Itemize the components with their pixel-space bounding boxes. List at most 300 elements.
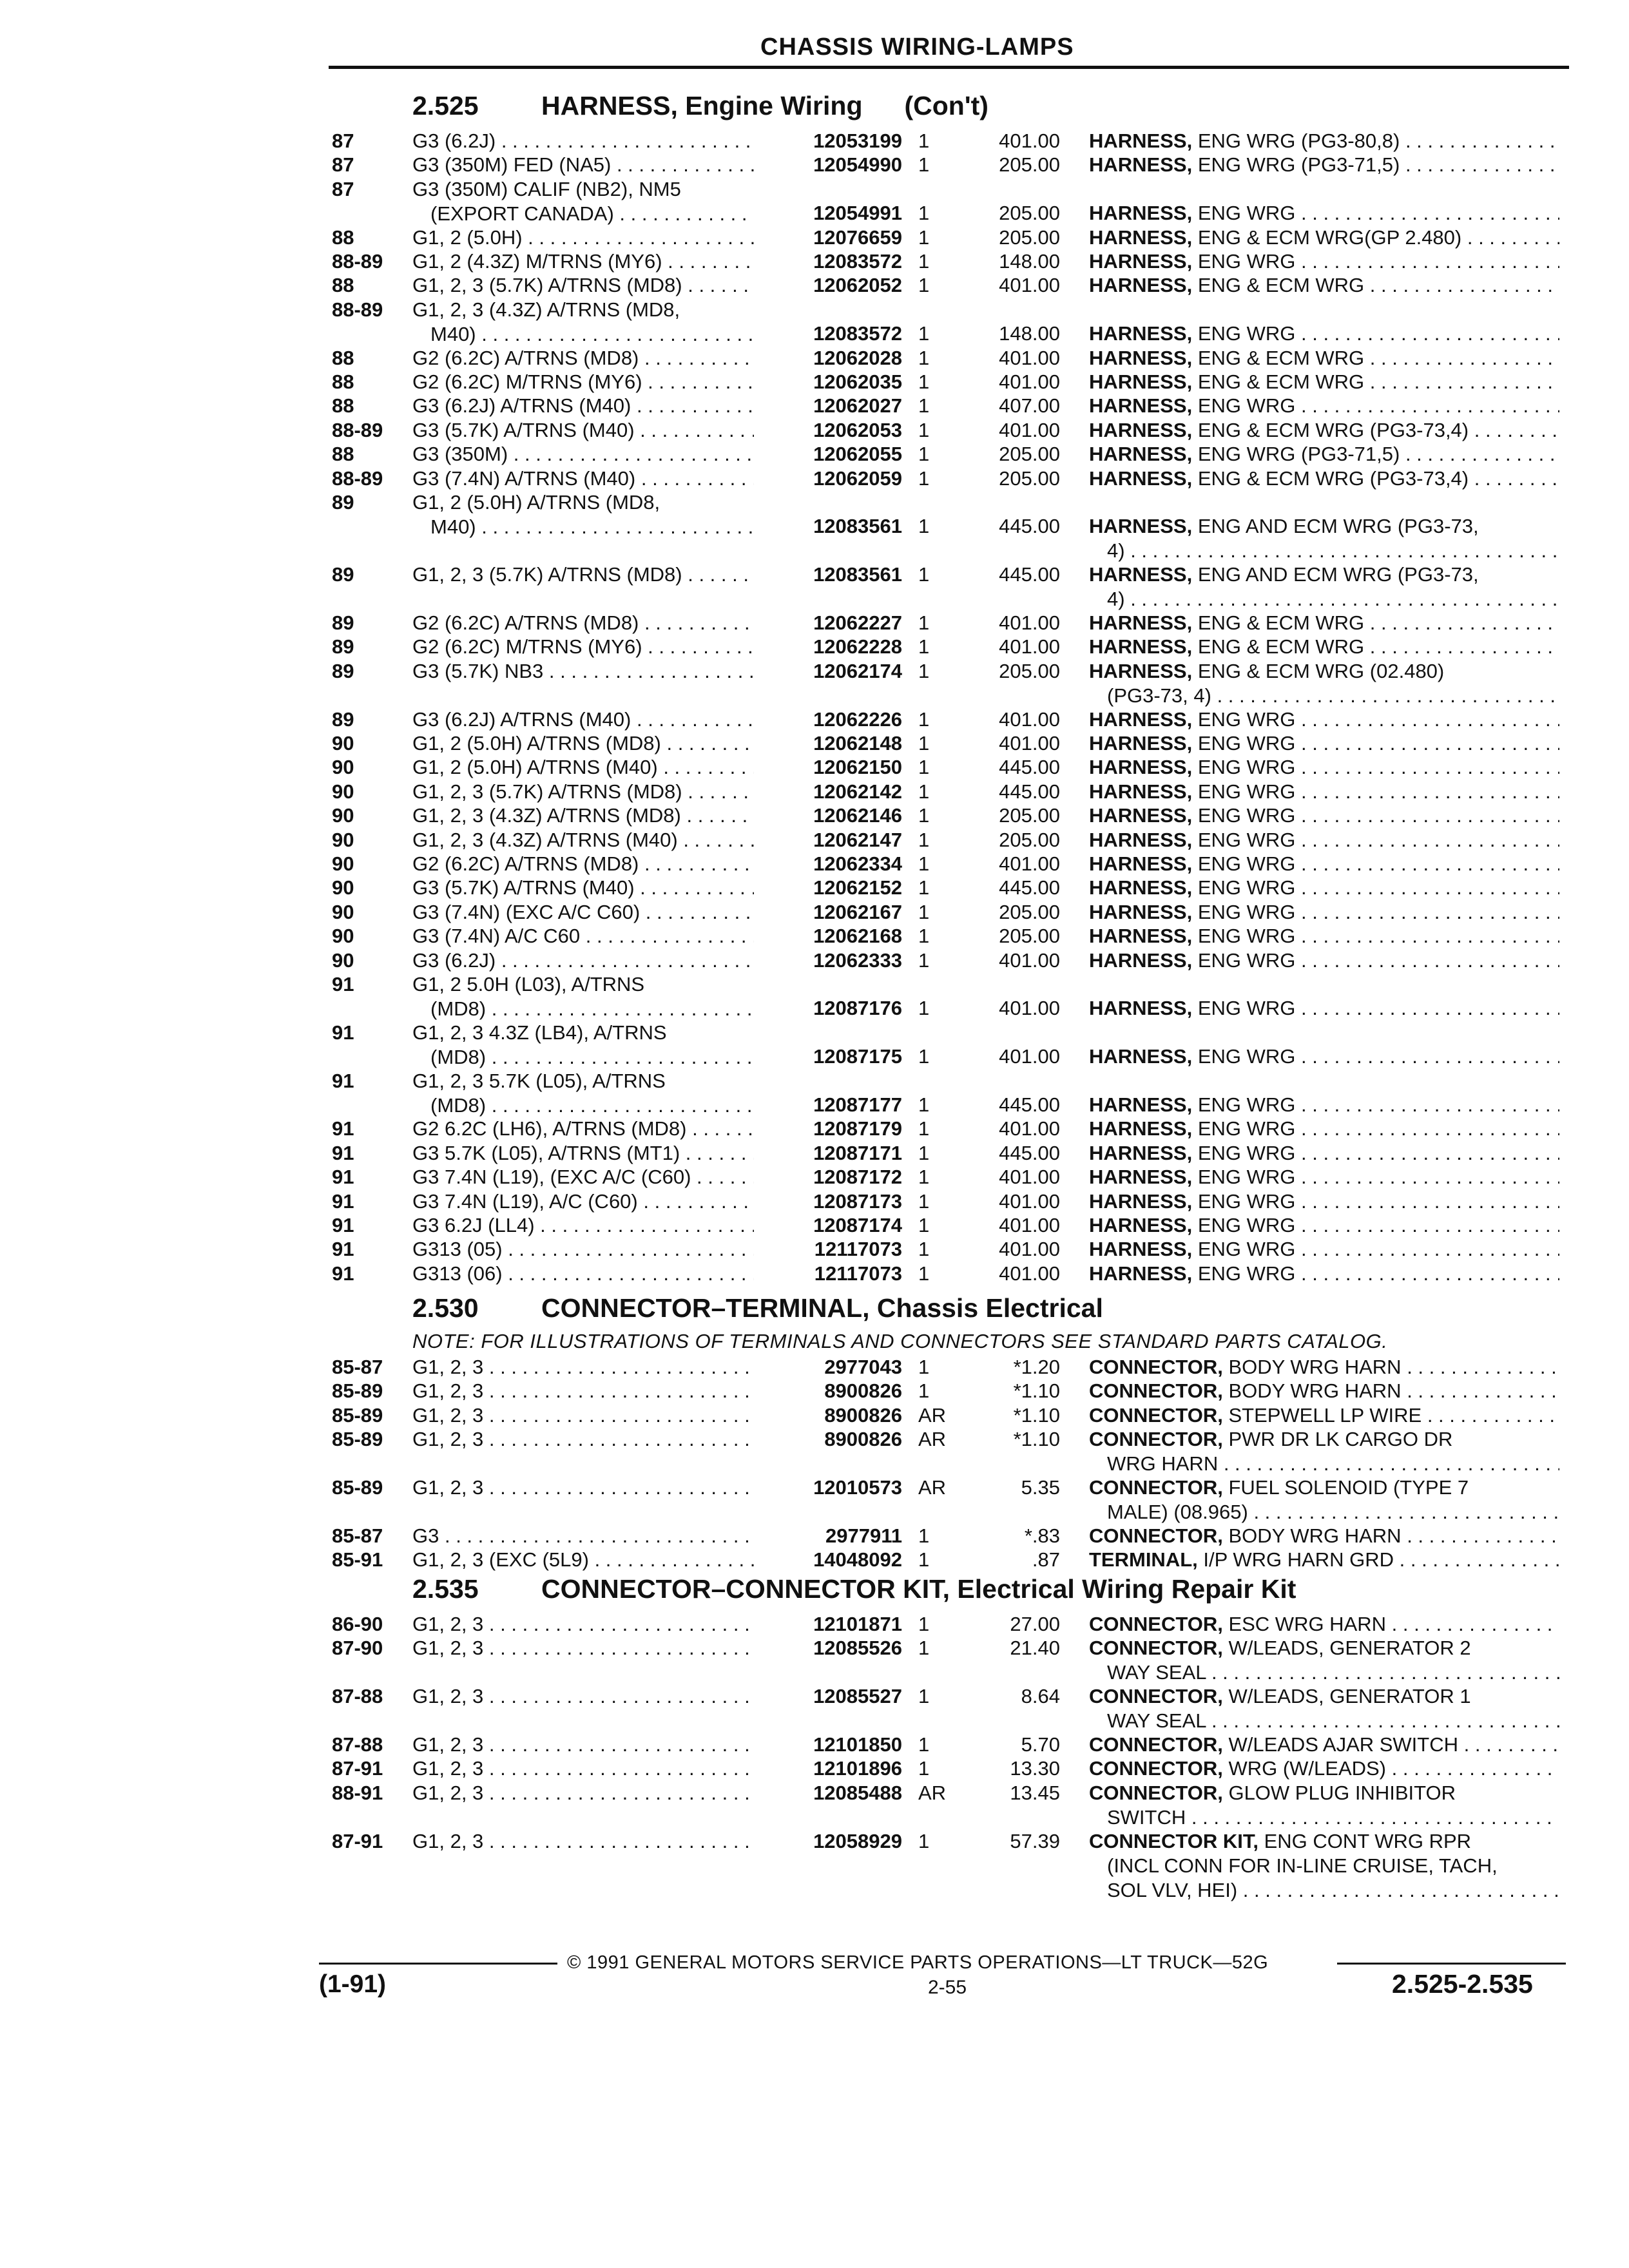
part-name-category: CONNECTOR, (1089, 1428, 1223, 1451)
part-number: 12062168 (813, 925, 902, 948)
application-description (412, 394, 754, 418)
part-name-line (1089, 1141, 1559, 1166)
quantity: 1 (918, 1733, 930, 1756)
part-name-line (1089, 996, 1559, 1021)
part-name (1089, 418, 1559, 443)
model-year: 91 (332, 1189, 354, 1213)
quantity: 1 (918, 322, 930, 345)
application-description (412, 370, 754, 394)
title-rule (329, 66, 1569, 69)
part-name-line (1089, 514, 1559, 539)
part-name-category: CONNECTOR, (1089, 1356, 1223, 1378)
quantity: 1 (918, 130, 930, 152)
description-line: G1, 2, 3 (5.7K) A/TRNS (MD8) . . . (412, 780, 754, 804)
part-name-detail: ENG WRG (1197, 804, 1296, 827)
part-name-detail: ENG & ECM WRG (1197, 370, 1365, 393)
part-name (1089, 1117, 1559, 1141)
part-name (1089, 273, 1559, 298)
part-name-detail: ENG WRG (1197, 1117, 1296, 1140)
part-name-line (1089, 1427, 1559, 1452)
table-row (0, 346, 1629, 370)
part-name (1089, 1781, 1559, 1830)
part-name-detail: ENG WRG (1197, 997, 1296, 1020)
table-row (0, 948, 1629, 972)
table-row (0, 1165, 1629, 1189)
part-name-detail: ENG WRG (1197, 780, 1296, 803)
price: 407.00 (999, 394, 1060, 418)
description-line: (MD8) . . . (412, 1045, 754, 1070)
model-year: 88 (332, 274, 354, 297)
model-year: 87-91 (332, 1757, 383, 1780)
quantity: 1 (918, 1189, 930, 1213)
quantity: 1 (918, 394, 930, 418)
part-name-line (1089, 707, 1559, 732)
part-name-line (1089, 1117, 1559, 1141)
description-line: G1, 2 (5.0H) A/TRNS (M40) . . . (412, 755, 754, 780)
table-row (0, 972, 1629, 1021)
part-name-category: HARNESS, (1089, 370, 1193, 393)
application-description (412, 1781, 754, 1805)
price: 401.00 (999, 611, 1060, 634)
quantity: 1 (918, 1379, 930, 1403)
price: 205.00 (999, 900, 1060, 923)
description-line: G1, 2, 3 (5.7K) A/TRNS (MD8) . . . (412, 273, 754, 298)
part-number: 12058929 (813, 1829, 902, 1852)
application-description (412, 876, 754, 900)
table-row (0, 1213, 1629, 1237)
part-name-category: HARNESS, (1089, 466, 1193, 490)
table-row (0, 1403, 1629, 1427)
part-number: 12101896 (813, 1757, 902, 1780)
model-year: 85-89 (332, 1379, 383, 1403)
price: 13.45 (1010, 1781, 1060, 1804)
description-line: G1, 2, 3 (5.7K) A/TRNS (MD8) . . . (412, 562, 754, 587)
part-name-detail: WRG (W/LEADS) (1228, 1757, 1387, 1780)
quantity: 1 (918, 900, 930, 923)
table-row (0, 1829, 1629, 1901)
table-row (0, 1355, 1629, 1379)
footer-copyright: © 1991 GENERAL MOTORS SERVICE PARTS OPERATIONS—LT TRUCK—52G (567, 1952, 1269, 1973)
price: 445.00 (999, 515, 1060, 538)
table-row (0, 226, 1629, 249)
part-number: 12062334 (813, 852, 902, 875)
part-name-line: WAY SEAL . . . (1089, 1709, 1559, 1733)
quantity: 1 (918, 1141, 930, 1164)
part-name (1089, 249, 1559, 274)
section-title: CONNECTOR–TERMINAL, Chassis Electrical (541, 1293, 1103, 1323)
quantity: 1 (918, 1356, 930, 1378)
application-description (412, 298, 754, 347)
part-name-category: HARNESS, (1089, 659, 1193, 682)
price: 401.00 (999, 1166, 1060, 1189)
part-name-line (1089, 828, 1559, 852)
application-description (412, 249, 754, 274)
part-name-category: CONNECTOR, (1089, 1379, 1223, 1403)
table-row (0, 1684, 1629, 1733)
quantity: 1 (918, 443, 930, 466)
part-name (1089, 129, 1559, 153)
part-number: 12062055 (813, 443, 902, 466)
part-name (1089, 803, 1559, 828)
part-name-category: HARNESS, (1089, 756, 1193, 779)
price: 205.00 (999, 828, 1060, 851)
table-row (0, 490, 1629, 562)
part-name-line (1089, 803, 1559, 828)
part-name-detail: W/LEADS, GENERATOR 2 (1228, 1637, 1471, 1660)
table-row (0, 1021, 1629, 1069)
price: 401.00 (999, 346, 1060, 369)
part-name-detail: ENG WRG (1197, 925, 1296, 948)
part-name-line (1089, 1403, 1559, 1428)
part-number: 8900826 (824, 1428, 902, 1451)
part-name-category: HARNESS, (1089, 1045, 1193, 1068)
part-name-category: HARNESS, (1089, 804, 1193, 827)
application-description (412, 852, 754, 876)
part-name-line (1089, 635, 1559, 659)
part-name-category: HARNESS, (1089, 828, 1193, 851)
part-number: 12117073 (814, 1262, 902, 1285)
part-name-detail: ENG WRG (1197, 1045, 1296, 1068)
table-row (0, 1612, 1629, 1636)
part-name-line (1089, 442, 1559, 466)
part-name-line (1089, 731, 1559, 756)
description-line: G3 (350M) . . . (412, 442, 754, 466)
part-name-category: TERMINAL, (1089, 1548, 1198, 1571)
part-name-category: HARNESS, (1089, 226, 1193, 249)
description-line: G2 6.2C (LH6), A/TRNS (MD8) . . . (412, 1117, 754, 1141)
application-description (412, 635, 754, 659)
table-row (0, 394, 1629, 418)
part-name-category: HARNESS, (1089, 130, 1193, 152)
model-year: 87 (332, 130, 354, 152)
model-year: 90 (332, 876, 354, 899)
price: 205.00 (999, 804, 1060, 827)
part-name-line (1089, 780, 1559, 804)
part-name-detail: BODY WRG HARN (1228, 1524, 1402, 1547)
part-name-detail: ENG WRG (1197, 707, 1296, 731)
part-name-detail: ENG & ECM WRG (1197, 346, 1365, 369)
price: 21.40 (1010, 1637, 1060, 1660)
quantity: 1 (918, 1829, 930, 1852)
part-name-line: 4) . . . (1089, 539, 1559, 563)
model-year: 90 (332, 756, 354, 779)
description-line: G3 (7.4N) (EXC A/C C60) . . . (412, 900, 754, 925)
application-description (412, 1021, 754, 1070)
part-name-line (1089, 1548, 1559, 1572)
application-description (412, 1829, 754, 1854)
part-name (1089, 755, 1559, 780)
part-name (1089, 1548, 1559, 1572)
table-row (0, 1781, 1629, 1829)
part-name-line (1089, 418, 1559, 443)
description-line: G1, 2, 3 (4.3Z) A/TRNS (MD8) . . . (412, 803, 754, 828)
part-name (1089, 1756, 1559, 1781)
application-description (412, 1141, 754, 1166)
part-name-detail: W/LEADS, GENERATOR 1 (1228, 1685, 1471, 1708)
application-description (412, 803, 754, 828)
model-year: 88-89 (332, 418, 383, 441)
quantity: 1 (918, 611, 930, 634)
part-name-detail: ENG WRG (PG3-80,8) (1197, 130, 1400, 152)
table-row (0, 370, 1629, 394)
part-number: 12062027 (813, 394, 902, 418)
part-number: 12087177 (813, 1093, 902, 1116)
part-name-line (1089, 322, 1559, 346)
table-row (0, 755, 1629, 779)
part-name-category: HARNESS, (1089, 346, 1193, 369)
part-name-detail: ENG & ECM WRG (PG3-73,4) (1197, 418, 1469, 441)
description-line: G3 (350M) CALIF (NB2), NM5 (412, 177, 681, 200)
part-number: 8900826 (824, 1403, 902, 1427)
part-number: 12062152 (813, 876, 902, 899)
part-number: 12062333 (813, 948, 902, 972)
part-name-detail: ENG AND ECM WRG (PG3-73, (1197, 515, 1479, 538)
table-row (0, 1524, 1629, 1548)
part-name-detail: ENG & ECM WRG (PG3-73,4) (1197, 466, 1469, 490)
part-name-detail: ENG WRG (PG3-71,5) (1197, 443, 1400, 466)
part-name-detail: ENG & ECM WRG (1197, 611, 1365, 634)
price: 401.00 (999, 370, 1060, 393)
table-row (0, 442, 1629, 466)
description-line: G3 (6.2J) . . . (412, 129, 754, 153)
quantity: 1 (918, 1757, 930, 1780)
price: *1.10 (1013, 1379, 1060, 1403)
part-name (1089, 1165, 1559, 1189)
part-number: 12101850 (813, 1733, 902, 1756)
part-number: 12062142 (813, 780, 902, 803)
part-name-detail: ENG WRG (1197, 1262, 1296, 1285)
quantity: 1 (918, 202, 930, 225)
page-title: CHASSIS WIRING-LAMPS (760, 34, 1074, 61)
part-name-category: HARNESS, (1089, 202, 1193, 225)
footer-rule-left (319, 1963, 557, 1965)
part-name-detail: ENG WRG (1197, 1166, 1296, 1189)
model-year: 90 (332, 925, 354, 948)
part-name-detail: FUEL SOLENOID (TYPE 7 (1228, 1476, 1469, 1499)
application-description (412, 755, 754, 780)
part-name (1089, 346, 1559, 370)
part-name-category: CONNECTOR, (1089, 1733, 1223, 1756)
price: 401.00 (999, 418, 1060, 441)
part-number: 12062227 (813, 611, 902, 634)
model-year: 87 (332, 177, 354, 200)
part-number: 8900826 (824, 1379, 902, 1403)
part-name (1089, 514, 1559, 563)
description-line: G313 (06) . . . (412, 1262, 754, 1286)
table-row (0, 249, 1629, 273)
application-description (412, 1403, 754, 1428)
part-name-line: WRG HARN . . . (1089, 1452, 1559, 1476)
quantity: 1 (918, 1548, 930, 1571)
part-name-detail: GLOW PLUG INHIBITOR (1228, 1781, 1456, 1804)
part-name-line (1089, 1262, 1559, 1286)
part-name (1089, 1189, 1559, 1214)
part-name-category: CONNECTOR, (1089, 1403, 1223, 1427)
model-year: 87-91 (332, 1829, 383, 1852)
price: 27.00 (1010, 1613, 1060, 1635)
part-name (1089, 201, 1559, 226)
price: 401.00 (999, 1045, 1060, 1068)
part-name-detail: ENG & ECM WRG (1197, 274, 1365, 297)
quantity: 1 (918, 418, 930, 441)
application-description (412, 1117, 754, 1141)
application-description (412, 948, 754, 973)
part-name (1089, 562, 1559, 611)
price: *1.10 (1013, 1403, 1060, 1427)
part-name-detail: ENG & ECM WRG (02.480) (1197, 659, 1445, 682)
table-row (0, 707, 1629, 731)
model-year: 85-89 (332, 1403, 383, 1427)
part-number: 12062028 (813, 346, 902, 369)
price: 5.70 (1021, 1733, 1060, 1756)
model-year: 88 (332, 346, 354, 369)
part-name-detail: ENG AND ECM WRG (PG3-73, (1197, 563, 1479, 586)
quantity: 1 (918, 466, 930, 490)
part-name-line (1089, 249, 1559, 274)
quantity: 1 (918, 804, 930, 827)
part-name (1089, 924, 1559, 948)
description-line: G3 (6.2J) A/TRNS (M40) . . . (412, 707, 754, 732)
part-name-line (1089, 1379, 1559, 1403)
part-name-category: HARNESS, (1089, 732, 1193, 754)
part-name-category: HARNESS, (1089, 250, 1193, 273)
model-year: 90 (332, 780, 354, 803)
part-name-category: CONNECTOR, (1089, 1781, 1223, 1804)
part-number: 12087172 (813, 1166, 902, 1189)
part-number: 12087175 (813, 1045, 902, 1068)
model-year: 89 (332, 563, 354, 586)
description-line: G2 (6.2C) M/TRNS (MY6) . . . (412, 370, 754, 394)
section-title: CONNECTOR–CONNECTOR KIT, Electrical Wiring Repair Kit (541, 1574, 1296, 1604)
part-name-detail: ENG WRG (1197, 1238, 1296, 1261)
part-name-line: MALE) (08.965) . . . (1089, 1500, 1559, 1524)
part-name-detail: ENG WRG (1197, 852, 1296, 875)
part-name-detail: ENG WRG (1197, 828, 1296, 851)
description-line: G2 (6.2C) A/TRNS (MD8) . . . (412, 611, 754, 635)
description-line: G3 (6.2J) . . . (412, 948, 754, 973)
model-year: 90 (332, 852, 354, 875)
model-year: 90 (332, 732, 354, 754)
quantity: 1 (918, 1637, 930, 1660)
part-name (1089, 1093, 1559, 1117)
part-name-detail: ENG & ECM WRG(GP 2.480) (1197, 226, 1462, 249)
part-number: 12101871 (813, 1613, 902, 1635)
part-name-line (1089, 611, 1559, 635)
part-name-category: CONNECTOR, (1089, 1613, 1223, 1635)
price: 445.00 (999, 563, 1060, 586)
part-name-category: HARNESS, (1089, 1262, 1193, 1285)
table-row (0, 780, 1629, 803)
price: 401.00 (999, 852, 1060, 875)
description-line: G1, 2 (5.0H) A/TRNS (MD8) . . . (412, 731, 754, 756)
part-name-line (1089, 153, 1559, 177)
description-line: G2 (6.2C) A/TRNS (MD8) . . . (412, 852, 754, 876)
application-description (412, 346, 754, 370)
part-name-detail: BODY WRG HARN (1228, 1379, 1402, 1403)
part-name-line (1089, 394, 1559, 418)
part-name-line (1089, 755, 1559, 780)
part-name (1089, 394, 1559, 418)
part-name-detail: ENG & ECM WRG (1197, 635, 1365, 658)
description-line: G3 . . . (412, 1524, 754, 1548)
part-name-line (1089, 876, 1559, 900)
table-row (0, 876, 1629, 899)
table-row (0, 1141, 1629, 1165)
price: 401.00 (999, 732, 1060, 754)
model-year: 85-89 (332, 1476, 383, 1499)
price: 401.00 (999, 707, 1060, 731)
model-year: 89 (332, 707, 354, 731)
table-row (0, 1475, 1629, 1524)
part-name-line (1089, 1684, 1559, 1709)
quantity: 1 (918, 707, 930, 731)
model-year: 88 (332, 443, 354, 466)
quantity: 1 (918, 1093, 930, 1116)
footer-date: (1-91) (319, 1970, 387, 1998)
description-line: (EXPORT CANADA) . . . (412, 202, 754, 226)
part-name (1089, 635, 1559, 659)
quantity: 1 (918, 1613, 930, 1635)
application-description (412, 659, 754, 684)
part-name-category: HARNESS, (1089, 780, 1193, 803)
section-heading (412, 1572, 1296, 1606)
application-description (412, 1524, 754, 1548)
part-name-detail: ENG WRG (1197, 756, 1296, 779)
part-name-category: HARNESS, (1089, 900, 1193, 923)
quantity: 1 (918, 852, 930, 875)
part-name-category: HARNESS, (1089, 997, 1193, 1020)
part-name-detail: ENG WRG (1197, 1189, 1296, 1213)
part-name (1089, 1829, 1559, 1903)
price: 148.00 (999, 322, 1060, 345)
quantity: 1 (918, 153, 930, 177)
part-name-line: WAY SEAL . . . (1089, 1660, 1559, 1685)
part-name (1089, 996, 1559, 1021)
part-number: 12083561 (813, 563, 902, 586)
part-name-line: SOL VLV, HEI) . . . (1089, 1878, 1559, 1903)
part-name-line (1089, 226, 1559, 250)
part-name-detail: PWR DR LK CARGO DR (1228, 1428, 1453, 1451)
part-number: 12083561 (813, 515, 902, 538)
table-row (0, 1117, 1629, 1140)
application-description (412, 1756, 754, 1781)
part-name-line (1089, 1524, 1559, 1548)
application-description (412, 466, 754, 491)
price: 401.00 (999, 1189, 1060, 1213)
part-name-category: HARNESS, (1089, 1166, 1193, 1189)
part-name-category: CONNECTOR, (1089, 1757, 1223, 1780)
price: 205.00 (999, 925, 1060, 948)
description-line: G1, 2, 3 . . . (412, 1636, 754, 1660)
part-number: 12062146 (813, 804, 902, 827)
quantity: AR (918, 1428, 947, 1451)
quantity: 1 (918, 1262, 930, 1285)
model-year: 91 (332, 1021, 354, 1044)
table-row (0, 924, 1629, 948)
application-description (412, 153, 754, 177)
description-line: G1, 2, 3 4.3Z (LB4), A/TRNS (412, 1021, 667, 1044)
part-name-category: HARNESS, (1089, 418, 1193, 441)
price: .87 (1032, 1548, 1060, 1571)
description-line: G1, 2, 3 . . . (412, 1781, 754, 1805)
model-year: 88 (332, 226, 354, 249)
description-line: G3 (5.7K) NB3 . . . (412, 659, 754, 684)
part-name-line: (PG3-73, 4) . . . (1089, 684, 1559, 708)
price: 445.00 (999, 876, 1060, 899)
application-description (412, 1237, 754, 1262)
part-name (1089, 1403, 1559, 1428)
part-number: 12062228 (813, 635, 902, 658)
